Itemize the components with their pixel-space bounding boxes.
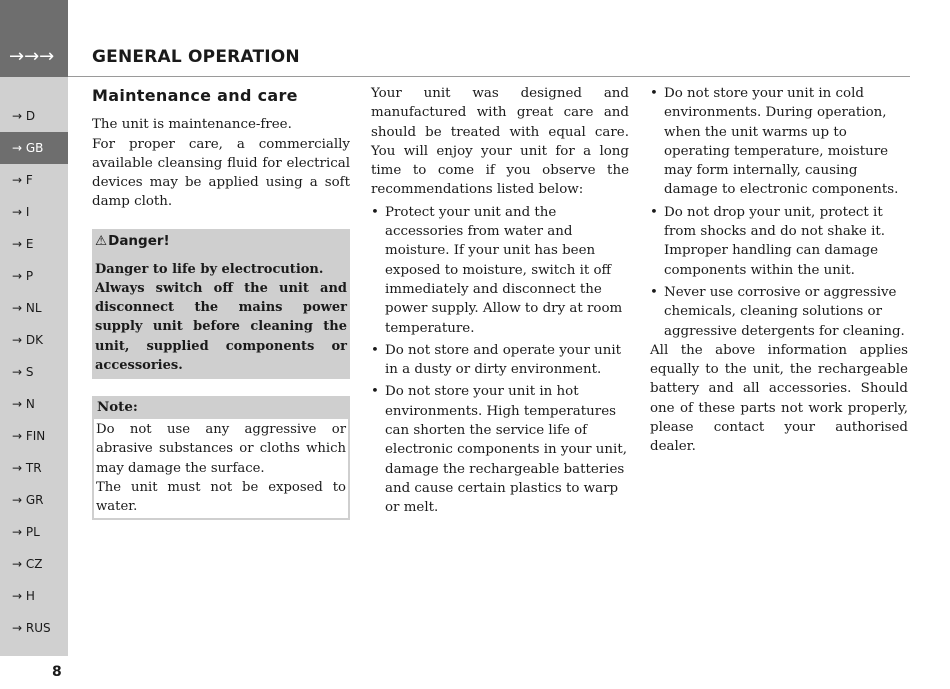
intro-text-1: The unit is maintenance-free. xyxy=(92,117,292,133)
lang-item-cz[interactable]: → CZ xyxy=(12,557,43,571)
language-sidebar xyxy=(0,0,68,656)
lang-item-fin[interactable]: → FIN xyxy=(12,429,46,443)
col3-bullet-list xyxy=(650,84,908,341)
list-item: • Do not drop your unit, protect it from shocks and do not shake it. Improper handling can damage components within the unit. xyxy=(650,203,908,280)
list-item: • Do not store your unit in cold environments. During operation, when the unit warms up to operating temperature, moisture may form internally, causing damage to electronic components. xyxy=(650,84,908,200)
intro-text-2: For proper care, a commercially available cleansing fluid for electrical devices may be applied using a soft damp cloth. xyxy=(92,136,350,210)
lang-item-d[interactable]: → D xyxy=(12,109,36,123)
lang-item-rus[interactable]: → RUS xyxy=(12,621,51,635)
lang-item-dk[interactable]: → DK xyxy=(12,333,43,347)
note-box xyxy=(92,396,350,520)
danger-title: Danger! xyxy=(108,232,170,249)
lang-item-tr[interactable]: → TR xyxy=(12,461,42,475)
col2-bullet-list xyxy=(371,203,629,518)
note-line-1: Do not use any aggressive or abrasive substances or cloths which may damage the surface. xyxy=(96,422,346,476)
header-divider xyxy=(68,76,910,77)
lang-item-nl[interactable]: → NL xyxy=(12,301,42,315)
list-item: • Do not store your unit in hot environments. High temperatures can shorten the service life of electronic components in your unit, damage the rechargeable batteries and cause certain plastics to warp or melt. xyxy=(371,382,629,517)
lang-item-gb[interactable]: → GB xyxy=(0,132,68,164)
column-2 xyxy=(371,84,629,518)
page-number: 8 xyxy=(52,664,62,680)
lang-item-pl[interactable]: → PL xyxy=(12,525,40,539)
list-item: • Never use corrosive or aggressive chemicals, cleaning solutions or aggressive detergents for cleaning. xyxy=(650,283,908,341)
lang-item-f[interactable]: → F xyxy=(12,173,33,187)
col2-intro: Your unit was designed and manufactured with great care and should be treated with equal care. You will enjoy your unit for a long time to come if you observe the recommendations listed below: xyxy=(371,86,629,198)
column-1 xyxy=(92,84,350,520)
language-list xyxy=(0,100,68,644)
lang-item-gr[interactable]: → GR xyxy=(12,493,44,507)
page-title: GENERAL OPERATION xyxy=(92,47,300,67)
warning-icon: ⚠ xyxy=(95,232,108,249)
note-line-2: The unit must not be exposed to water. xyxy=(96,479,346,515)
danger-box xyxy=(92,229,350,379)
note-body xyxy=(94,419,348,518)
list-item: • Do not store and operate your unit in a dusty or dirty environment. xyxy=(371,341,629,380)
col3-closing: All the above information applies equally to the unit, the rechargeable battery and all accessories. Should one of these parts not work properly, please contact your authorised dealer. xyxy=(650,342,908,455)
lang-item-p[interactable]: → P xyxy=(12,269,34,283)
danger-line-1: Danger to life by electrocution. xyxy=(95,261,324,277)
list-item: • Protect your unit and the accessories from water and moisture. If your unit has been exposed to moisture, switch it off immediately and disconnect the power supply. Allow to dry at room temperature. xyxy=(371,203,629,338)
lang-item-e[interactable]: → E xyxy=(12,237,34,251)
sidebar-header xyxy=(0,0,68,77)
section-title: Maintenance and care xyxy=(92,86,298,105)
lang-item-h[interactable]: → H xyxy=(12,589,35,603)
nav-arrows-icon[interactable]: →→→ xyxy=(9,46,55,67)
lang-item-i[interactable]: → I xyxy=(12,205,30,219)
lang-item-s[interactable]: → S xyxy=(12,365,34,379)
danger-heading xyxy=(95,231,347,251)
column-3 xyxy=(650,84,908,457)
lang-item-n[interactable]: → N xyxy=(12,397,35,411)
note-title: Note: xyxy=(94,398,348,419)
danger-line-2: Always switch off the unit and disconnect the mains power supply unit before cleaning the unit, supplied components or accessories. xyxy=(95,280,347,373)
